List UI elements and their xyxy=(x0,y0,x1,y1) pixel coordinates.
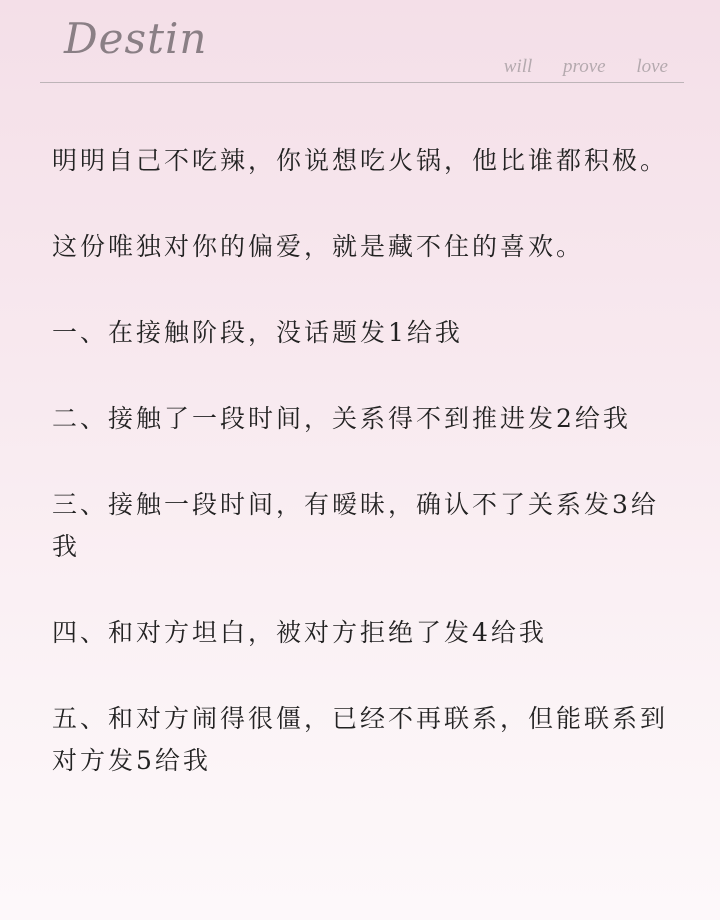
list-item-5: 五、和对方闹得很僵，已经不再联系，但能联系到对方发5给我 xyxy=(52,704,669,775)
list-item-1: 一、在接触阶段，没话题发1给我 xyxy=(52,318,463,347)
tagline: will prove love xyxy=(503,56,668,77)
page-header xyxy=(0,0,720,90)
summary-paragraph: 这份唯独对你的偏爱，就是藏不住的喜欢。 xyxy=(52,232,585,261)
brand-logo-text: Destin xyxy=(64,14,208,63)
main-content xyxy=(52,140,672,826)
intro-paragraph: 明明自己不吃辣，你说想吃火锅，他比谁都积极。 xyxy=(52,146,669,175)
list-item-4: 四、和对方坦白，被对方拒绝了发4给我 xyxy=(52,618,547,647)
list-item-3: 三、接触一段时间，有暧昧，确认不了关系发3给我 xyxy=(52,490,659,561)
header-divider xyxy=(40,82,684,83)
list-item-2: 二、接触了一段时间，关系得不到推进发2给我 xyxy=(52,404,631,433)
